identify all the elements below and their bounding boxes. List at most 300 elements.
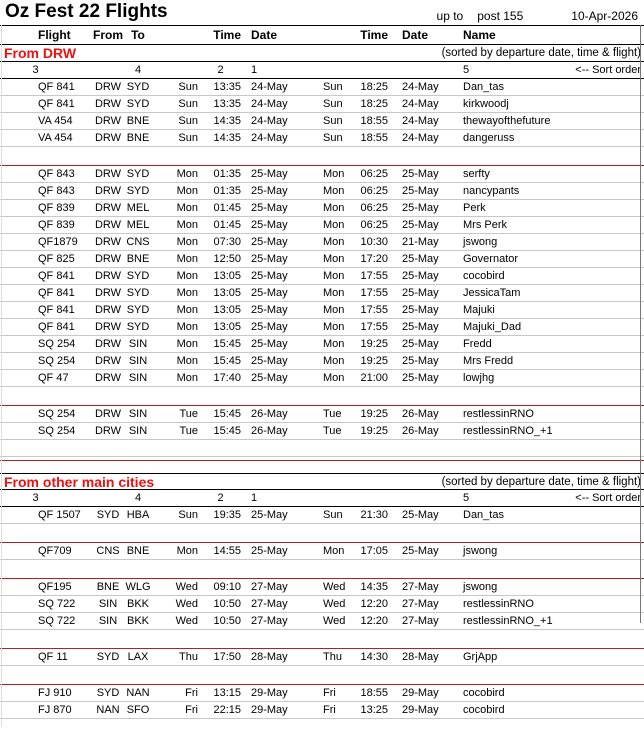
cell-arr-date: 28-May: [402, 651, 439, 663]
cell-arr-day: Sun: [323, 81, 343, 93]
cell-passenger-name: Dan_tas: [463, 509, 504, 521]
cell-passenger-name: Mrs Perk: [463, 219, 507, 231]
flight-group: [0, 405, 644, 440]
cell-dep-day: Sun: [178, 509, 198, 521]
sort-key-time: 2: [217, 492, 224, 504]
cell-dep-time: 14:35: [213, 115, 241, 127]
cell-from: DRW: [94, 81, 122, 93]
cell-dep-date: 25-May: [251, 355, 288, 367]
cell-from: NAN: [96, 704, 120, 716]
cell-dep-date: 24-May: [251, 115, 288, 127]
cell-dep-day: Wed: [175, 581, 198, 593]
cell-dep-day: Sun: [178, 98, 198, 110]
cell-dep-date: 25-May: [251, 545, 288, 557]
cell-arr-time: 17:55: [360, 321, 388, 333]
cell-arr-time: 17:55: [360, 287, 388, 299]
cell-dep-date: 25-May: [251, 219, 288, 231]
col-header-dep-time: Time: [213, 28, 241, 42]
cell-dep-date: 24-May: [251, 81, 288, 93]
cell-dep-date: 27-May: [251, 598, 288, 610]
cell-from: DRW: [94, 408, 122, 420]
cell-arr-date: 27-May: [402, 581, 439, 593]
cell-to: BNE: [126, 253, 150, 265]
cell-arr-date: 29-May: [402, 704, 439, 716]
flight-row: [0, 234, 644, 251]
cell-arr-day: Mon: [323, 304, 345, 316]
sort-key-name: 5: [463, 64, 470, 76]
flight-row: [0, 370, 644, 387]
cell-dep-time: 01:45: [213, 202, 241, 214]
cell-from: DRW: [94, 338, 122, 350]
cell-arr-time: 21:30: [360, 509, 388, 521]
group-spacer: [0, 666, 644, 684]
cell-arr-date: 21-May: [402, 236, 439, 248]
cell-dep-day: Wed: [175, 615, 198, 627]
cell-arr-time: 12:20: [360, 598, 388, 610]
cell-passenger-name: serfty: [463, 168, 490, 180]
cell-arr-date: 24-May: [402, 132, 439, 144]
cell-arr-day: Mon: [323, 168, 345, 180]
sort-key-name: 5: [463, 492, 470, 504]
flight-row: [0, 543, 644, 560]
flight-row: [0, 702, 644, 719]
cell-passenger-name: Governator: [463, 253, 519, 265]
section-title: From DRW: [4, 45, 77, 61]
cell-to: SFO: [126, 704, 150, 716]
cell-dep-date: 29-May: [251, 687, 288, 699]
cell-flight: QF709: [38, 545, 72, 557]
cell-passenger-name: kirkwoodj: [463, 98, 509, 110]
cell-dep-date: 27-May: [251, 615, 288, 627]
cell-dep-day: Mon: [176, 372, 198, 384]
cell-flight: QF 841: [38, 270, 75, 282]
sort-order-label: <-- Sort order: [575, 64, 641, 76]
page-title: Oz Fest 22 Flights: [5, 1, 168, 22]
cell-dep-time: 17:40: [213, 372, 241, 384]
cell-arr-date: 26-May: [402, 425, 439, 437]
cell-from: DRW: [94, 425, 122, 437]
cell-dep-date: 24-May: [251, 132, 288, 144]
cell-dep-date: 28-May: [251, 651, 288, 663]
cell-arr-date: 25-May: [402, 338, 439, 350]
cell-flight: SQ 722: [38, 615, 76, 627]
cell-dep-time: 07:30: [213, 236, 241, 248]
cell-dep-time: 01:35: [213, 185, 241, 197]
cell-from: SIN: [98, 598, 118, 610]
cell-arr-time: 06:25: [360, 219, 388, 231]
flight-row: [0, 613, 644, 630]
cell-passenger-name: jswong: [463, 581, 498, 593]
cell-dep-time: 12:50: [213, 253, 241, 265]
cell-dep-time: 19:35: [213, 509, 241, 521]
cell-to: SYD: [126, 81, 150, 93]
cell-dep-day: Tue: [179, 425, 198, 437]
cell-dep-day: Mon: [176, 219, 198, 231]
cell-to: SIN: [128, 408, 148, 420]
flight-row: [0, 336, 644, 353]
sort-key-flight: 3: [32, 64, 39, 76]
cell-passenger-name: Mrs Fredd: [463, 355, 514, 367]
cell-flight: FJ 910: [38, 687, 72, 699]
cell-flight: SQ 254: [38, 425, 76, 437]
cell-dep-date: 25-May: [251, 270, 288, 282]
cell-dep-day: Sun: [178, 115, 198, 127]
cell-arr-date: 24-May: [402, 81, 439, 93]
cell-to: MEL: [126, 202, 150, 214]
cell-dep-date: 25-May: [251, 509, 288, 521]
col-header-name: Name: [463, 28, 496, 42]
cell-arr-time: 17:05: [360, 545, 388, 557]
cell-passenger-name: restlessinRNO_+1: [463, 615, 553, 627]
cell-to: BNE: [126, 545, 150, 557]
cell-dep-day: Mon: [176, 270, 198, 282]
cell-dep-date: 25-May: [251, 338, 288, 350]
group-spacer: [0, 387, 644, 405]
cell-arr-day: Sun: [323, 115, 343, 127]
section-title: From other main cities: [4, 473, 155, 490]
cell-dep-day: Sun: [178, 132, 198, 144]
cell-arr-day: Mon: [323, 253, 345, 265]
cell-dep-time: 13:35: [213, 98, 241, 110]
cell-arr-day: Mon: [323, 270, 345, 282]
cell-dep-date: 25-May: [251, 185, 288, 197]
flight-group: [0, 578, 644, 630]
cell-dep-date: 27-May: [251, 581, 288, 593]
cell-dep-date: 25-May: [251, 202, 288, 214]
cell-dep-day: Mon: [176, 185, 198, 197]
cell-arr-day: Thu: [323, 651, 342, 663]
cell-dep-time: 13:05: [213, 304, 241, 316]
cell-passenger-name: cocobird: [463, 704, 505, 716]
flight-row: [0, 96, 644, 113]
title-bar: [0, 0, 644, 25]
cell-dep-day: Mon: [176, 338, 198, 350]
cell-from: DRW: [94, 236, 122, 248]
cell-dep-date: 29-May: [251, 704, 288, 716]
cell-passenger-name: jswong: [463, 545, 498, 557]
cell-to: SIN: [128, 425, 148, 437]
cell-passenger-name: thewayofthefuture: [463, 115, 551, 127]
cell-dep-time: 15:45: [213, 338, 241, 350]
group-spacer: [0, 147, 644, 165]
cell-to: LAX: [127, 651, 149, 663]
cell-arr-time: 06:25: [360, 168, 388, 180]
col-header-flight: Flight: [38, 28, 71, 42]
cell-arr-day: Fri: [323, 704, 336, 716]
cell-passenger-name: Majuki_Dad: [463, 321, 522, 333]
cell-dep-day: Sun: [178, 81, 198, 93]
col-header-to: To: [131, 28, 145, 42]
cell-from: DRW: [94, 304, 122, 316]
cell-arr-date: 27-May: [402, 598, 439, 610]
group-spacer: [0, 630, 644, 648]
flight-row: [0, 217, 644, 234]
cell-dep-date: 25-May: [251, 253, 288, 265]
flight-row: [0, 319, 644, 336]
cell-passenger-name: GrjApp: [463, 651, 498, 663]
cell-dep-time: 01:35: [213, 168, 241, 180]
cell-dep-time: 09:10: [213, 581, 241, 593]
cell-arr-time: 13:25: [360, 704, 388, 716]
cell-flight: QF 841: [38, 81, 75, 93]
cell-to: SYD: [126, 185, 150, 197]
cell-flight: QF 841: [38, 98, 75, 110]
cell-arr-time: 18:25: [360, 81, 388, 93]
cell-arr-time: 06:25: [360, 202, 388, 214]
cell-from: DRW: [94, 115, 122, 127]
section-from-drw: [0, 45, 644, 461]
cell-to: SYD: [126, 304, 150, 316]
sort-key-time: 2: [217, 64, 224, 76]
flight-row: [0, 685, 644, 702]
cell-from: DRW: [94, 270, 122, 282]
cell-flight: QF 841: [38, 304, 75, 316]
cell-dep-time: 17:50: [213, 651, 241, 663]
cell-dep-day: Mon: [176, 236, 198, 248]
cell-to: SIN: [128, 338, 148, 350]
cell-arr-date: 25-May: [402, 287, 439, 299]
flight-row: [0, 79, 644, 96]
sort-key-route: 4: [134, 492, 142, 504]
cell-arr-time: 17:55: [360, 270, 388, 282]
flight-row: [0, 251, 644, 268]
section-sort-note: (sorted by departure date, time & flight): [441, 475, 641, 488]
cell-from: DRW: [94, 98, 122, 110]
flight-row: [0, 406, 644, 423]
cell-flight: QF1879: [38, 236, 78, 248]
cell-passenger-name: jswong: [463, 236, 498, 248]
cell-arr-time: 19:25: [360, 338, 388, 350]
cell-dep-time: 14:55: [213, 545, 241, 557]
cell-passenger-name: cocobird: [463, 687, 505, 699]
column-header-row: [0, 25, 644, 45]
cell-to: CNS: [126, 236, 150, 248]
cell-passenger-name: dangeruss: [463, 132, 515, 144]
cell-to: HBA: [126, 509, 150, 521]
flight-row: [0, 507, 644, 524]
cell-arr-day: Mon: [323, 219, 345, 231]
flight-row: [0, 183, 644, 200]
cell-dep-time: 14:35: [213, 132, 241, 144]
flight-row: [0, 302, 644, 319]
group-spacer: [0, 524, 644, 542]
cell-dep-date: 24-May: [251, 98, 288, 110]
up-to-label: up to: [436, 9, 464, 23]
cell-arr-day: Sun: [323, 132, 343, 144]
sort-order-row: [0, 490, 644, 507]
cell-flight: FJ 870: [38, 704, 72, 716]
flight-row: [0, 649, 644, 666]
cell-to: BNE: [126, 115, 150, 127]
flight-row: [0, 200, 644, 217]
cell-arr-day: Mon: [323, 202, 345, 214]
cell-arr-day: Mon: [323, 236, 345, 248]
cell-flight: QF 843: [38, 168, 75, 180]
cell-flight: QF 839: [38, 219, 75, 231]
cell-arr-day: Tue: [323, 408, 342, 420]
cell-arr-date: 25-May: [402, 372, 439, 384]
cell-flight: QF 11: [38, 651, 68, 663]
cell-flight: SQ 254: [38, 338, 76, 350]
cell-to: BKK: [126, 598, 149, 610]
cell-dep-time: 10:50: [213, 598, 241, 610]
cell-flight: QF 841: [38, 321, 75, 333]
flight-row: [0, 130, 644, 147]
cell-passenger-name: nancypants: [463, 185, 520, 197]
table-right-border: [640, 25, 641, 623]
cell-flight: SQ 254: [38, 355, 76, 367]
cell-dep-day: Thu: [179, 651, 198, 663]
cell-passenger-name: Majuki: [463, 304, 495, 316]
cell-arr-day: Wed: [323, 615, 346, 627]
cell-dep-date: 25-May: [251, 168, 288, 180]
cell-dep-time: 15:45: [213, 425, 241, 437]
flight-row: [0, 113, 644, 130]
report-date: 10-Apr-2026: [571, 9, 638, 23]
cell-arr-date: 24-May: [402, 98, 439, 110]
cell-from: BNE: [96, 581, 120, 593]
cell-dep-day: Fri: [185, 704, 198, 716]
flight-row: [0, 579, 644, 596]
cell-arr-time: 17:55: [360, 304, 388, 316]
cell-from: DRW: [94, 372, 122, 384]
col-header-arr-time: Time: [360, 28, 388, 42]
group-spacer: [0, 560, 644, 578]
cell-arr-day: Mon: [323, 287, 345, 299]
cell-dep-time: 15:45: [213, 355, 241, 367]
cell-arr-date: 25-May: [402, 355, 439, 367]
cell-from: SYD: [96, 687, 120, 699]
cell-flight: SQ 254: [38, 408, 76, 420]
cell-flight: VA 454: [38, 115, 73, 127]
cell-arr-date: 25-May: [402, 202, 439, 214]
cell-arr-day: Fri: [323, 687, 336, 699]
section-end-spacer: [0, 440, 644, 457]
cell-dep-time: 22:15: [213, 704, 241, 716]
cell-flight: QF 841: [38, 287, 75, 299]
cell-arr-date: 25-May: [402, 219, 439, 231]
cell-arr-day: Wed: [323, 581, 346, 593]
sort-key-flight: 3: [32, 492, 39, 504]
cell-arr-date: 24-May: [402, 115, 439, 127]
flight-group: [0, 648, 644, 666]
cell-dep-time: 15:45: [213, 408, 241, 420]
cell-arr-day: Mon: [323, 545, 345, 557]
sort-order-row: [0, 62, 644, 79]
cell-passenger-name: JessicaTam: [463, 287, 521, 299]
cell-dep-time: 13:05: [213, 321, 241, 333]
cell-flight: QF 843: [38, 185, 75, 197]
cell-dep-day: Mon: [176, 168, 198, 180]
flight-group: [0, 79, 644, 147]
cell-from: DRW: [94, 132, 122, 144]
cell-arr-time: 06:25: [360, 185, 388, 197]
cell-to: WLG: [125, 581, 151, 593]
cell-arr-day: Mon: [323, 372, 345, 384]
flight-group: [0, 507, 644, 524]
cell-dep-time: 13:05: [213, 270, 241, 282]
cell-from: DRW: [94, 355, 122, 367]
cell-from: DRW: [94, 185, 122, 197]
flight-group: [0, 542, 644, 560]
cell-arr-day: Mon: [323, 321, 345, 333]
cell-arr-date: 27-May: [402, 615, 439, 627]
cell-flight: QF 825: [38, 253, 75, 265]
cell-arr-date: 25-May: [402, 321, 439, 333]
cell-from: DRW: [94, 202, 122, 214]
cell-flight: QF 47: [38, 372, 69, 384]
cell-flight: QF195: [38, 581, 72, 593]
cell-from: SYD: [96, 509, 120, 521]
col-header-dep-date: Date: [251, 28, 278, 42]
cell-from: DRW: [94, 287, 122, 299]
flight-row: [0, 353, 644, 370]
cell-dep-date: 25-May: [251, 372, 288, 384]
cell-arr-time: 18:55: [360, 687, 388, 699]
cell-to: SYD: [126, 321, 150, 333]
cell-arr-date: 25-May: [402, 545, 439, 557]
cell-to: SYD: [126, 287, 150, 299]
cell-arr-time: 12:20: [360, 615, 388, 627]
cell-to: BNE: [126, 132, 150, 144]
sort-key-route: 4: [134, 64, 142, 76]
cell-arr-date: 25-May: [402, 185, 439, 197]
cell-dep-day: Wed: [175, 598, 198, 610]
cell-arr-time: 19:25: [360, 408, 388, 420]
cell-dep-day: Mon: [176, 304, 198, 316]
cell-from: SYD: [96, 651, 120, 663]
section-header-row: [0, 473, 644, 490]
cell-from: DRW: [94, 168, 122, 180]
cell-dep-day: Mon: [176, 545, 198, 557]
cell-from: DRW: [94, 321, 122, 333]
cell-arr-time: 14:35: [360, 581, 388, 593]
flight-group: [0, 165, 644, 387]
cell-passenger-name: restlessinRNO: [463, 408, 534, 420]
flight-groups: [0, 507, 644, 731]
cell-flight: QF 839: [38, 202, 75, 214]
cell-dep-day: Mon: [176, 253, 198, 265]
cell-dep-time: 13:35: [213, 81, 241, 93]
sort-order-label: <-- Sort order: [575, 492, 641, 504]
cell-dep-time: 13:15: [213, 687, 241, 699]
cell-arr-date: 25-May: [402, 270, 439, 282]
cell-arr-day: Mon: [323, 338, 345, 350]
cell-flight: SQ 722: [38, 598, 76, 610]
cell-arr-date: 25-May: [402, 509, 439, 521]
cell-dep-time: 13:05: [213, 287, 241, 299]
cell-dep-date: 25-May: [251, 321, 288, 333]
cell-arr-time: 14:30: [360, 651, 388, 663]
cell-to: SYD: [126, 270, 150, 282]
cell-arr-date: 25-May: [402, 168, 439, 180]
cell-dep-date: 25-May: [251, 236, 288, 248]
cell-arr-time: 10:30: [360, 236, 388, 248]
cell-dep-date: 25-May: [251, 287, 288, 299]
cell-from: CNS: [96, 545, 120, 557]
section-end-spacer: [0, 719, 644, 731]
cell-dep-day: Fri: [185, 687, 198, 699]
cell-passenger-name: restlessinRNO: [463, 598, 534, 610]
cell-dep-day: Mon: [176, 355, 198, 367]
cell-to: MEL: [126, 219, 150, 231]
flight-groups: [0, 79, 644, 461]
cell-arr-time: 18:25: [360, 98, 388, 110]
cell-arr-time: 19:25: [360, 425, 388, 437]
cell-to: SIN: [128, 355, 148, 367]
cell-dep-date: 25-May: [251, 304, 288, 316]
cell-passenger-name: Fredd: [463, 338, 492, 350]
